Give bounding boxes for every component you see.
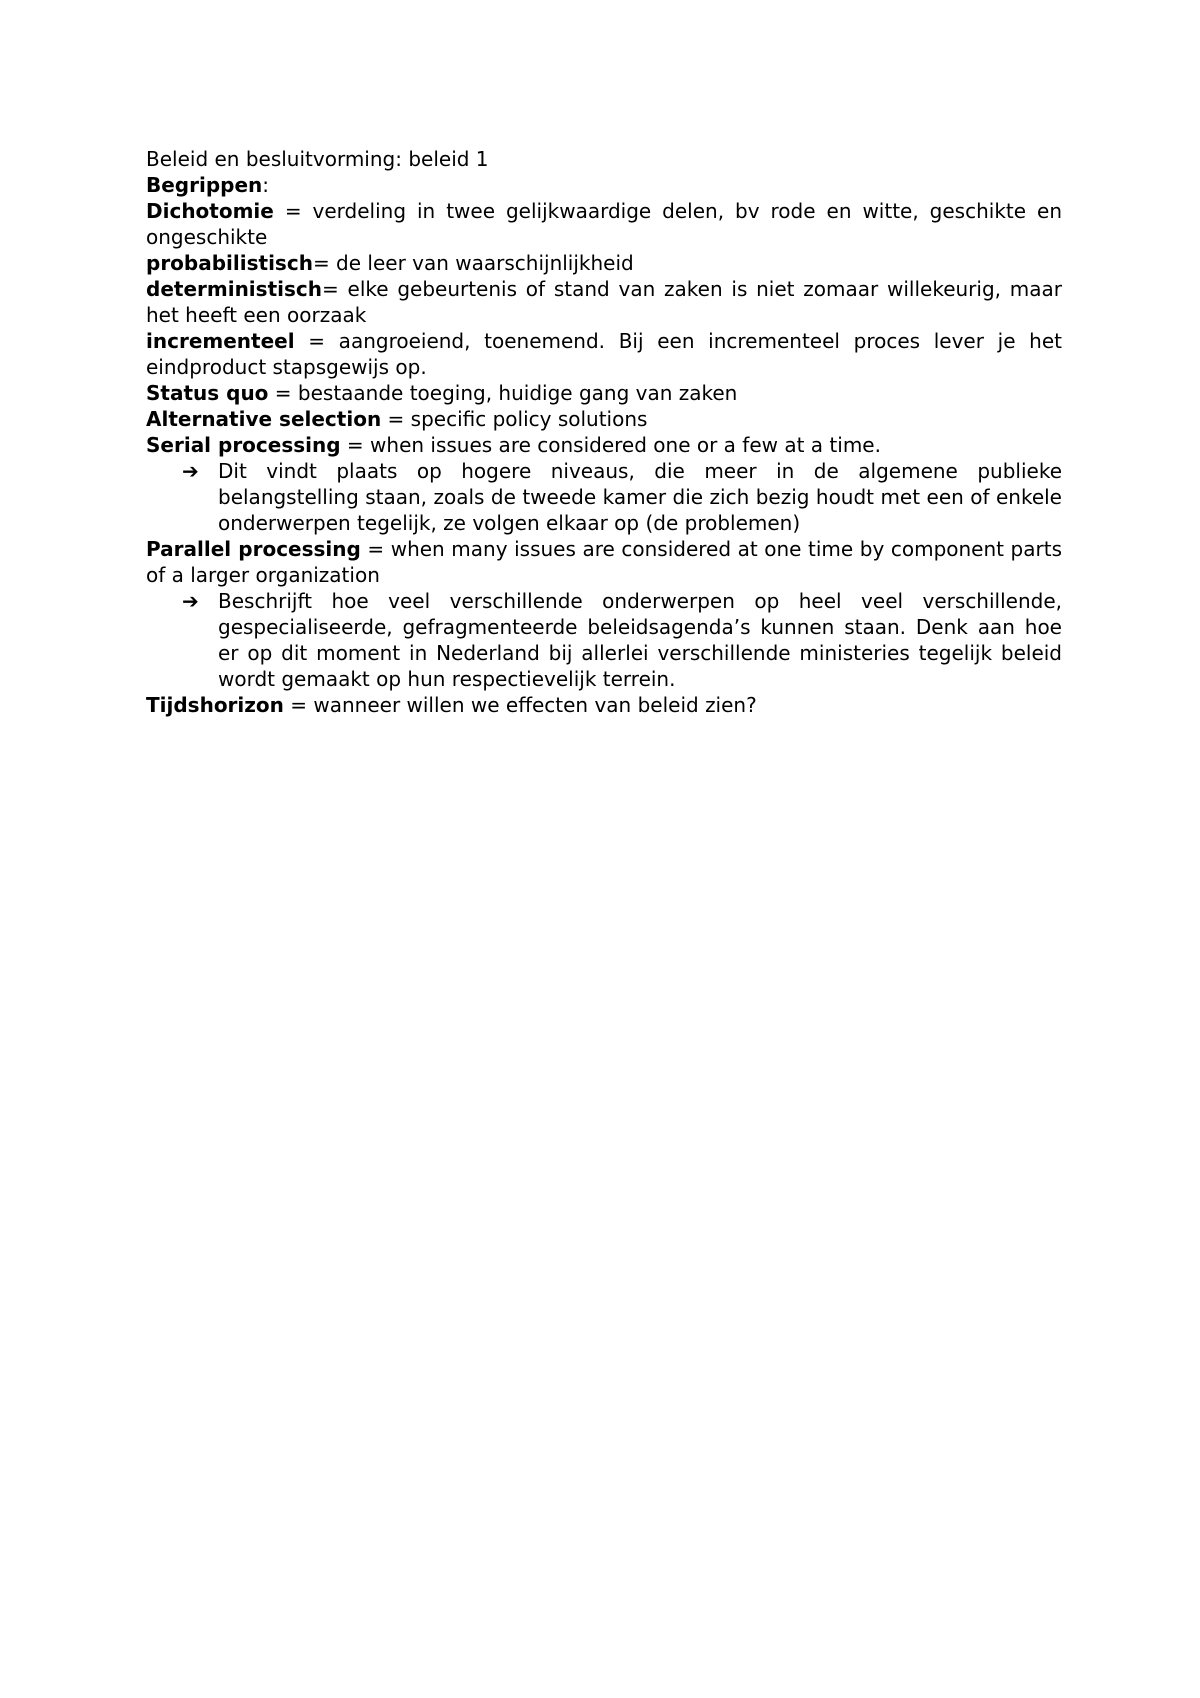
bullet-item-serial [146,458,1062,536]
definition-term: Status quo [146,381,269,405]
definition-deterministisch [146,276,1062,328]
definition-tijdshorizon [146,692,1062,718]
definition-serial-processing [146,432,1062,458]
definition-term: probabilistisch [146,251,313,275]
definition-term: Dichotomie [146,199,274,223]
definition-text: = when issues are considered one or a few at a time. [340,433,881,457]
section-heading [146,172,1062,198]
section-label: Begrippen [146,173,263,197]
definition-term: Tijdshorizon [146,693,284,717]
definition-text: = bestaande toeging, huidige gang van zaken [268,381,738,405]
definition-alternative-selection [146,406,1062,432]
definition-text: = wanneer willen we effecten van beleid zien? [283,693,757,717]
arrow-right-icon: ➔ [182,589,199,613]
definition-status-quo [146,380,1062,406]
bullet-text: Dit vindt plaats op hogere niveaus, die meer in de algemene publieke belangstelling staan, zoals de tweede kamer die zich bezig houdt met een of enkele onderwerpen tegelijk, ze volgen elkaar op (de problemen) [218,459,1062,535]
document-title: Beleid en besluitvorming: beleid 1 [146,147,489,171]
definition-dichotomie [146,198,1062,250]
definition-text: = de leer van waarschijnlijkheid [312,251,634,275]
arrow-right-icon: ➔ [182,459,199,483]
bullet-item-parallel [146,588,1062,692]
definition-text: = verdeling in twee gelijkwaardige delen, bv rode en witte, geschikte en ongeschikte [146,199,1062,249]
definition-term: Serial processing [146,433,341,457]
definition-probabilistisch [146,250,1062,276]
document-page [146,146,1062,718]
definition-text: = specific policy solutions [381,407,648,431]
definition-text: = aangroeiend, toenemend. Bij een incrementeel proces lever je het eindproduct stapsgewijs op. [146,329,1062,379]
definition-term: Alternative selection [146,407,382,431]
definition-text: = when many issues are considered at one time by component parts of a larger organization [146,537,1062,587]
definition-parallel-processing [146,536,1062,588]
definition-text: = elke gebeurtenis of stand van zaken is niet zomaar willekeurig, maar het heeft een oorzaak [146,277,1062,327]
definition-term: deterministisch [146,277,322,301]
definition-incrementeel [146,328,1062,380]
bullet-text: Beschrijft hoe veel verschillende onderwerpen op heel veel verschillende, gespecialiseerde, gefragmenteerde beleidsagenda’s kunnen staan. Denk aan hoe er op dit moment in Nederland bij allerlei verschillende ministeries tegelijk beleid wordt gemaakt op hun respectievelijk terrein. [218,589,1062,691]
definition-term: Parallel processing [146,537,361,561]
section-colon: : [262,173,270,197]
definition-term: incrementeel [146,329,295,353]
